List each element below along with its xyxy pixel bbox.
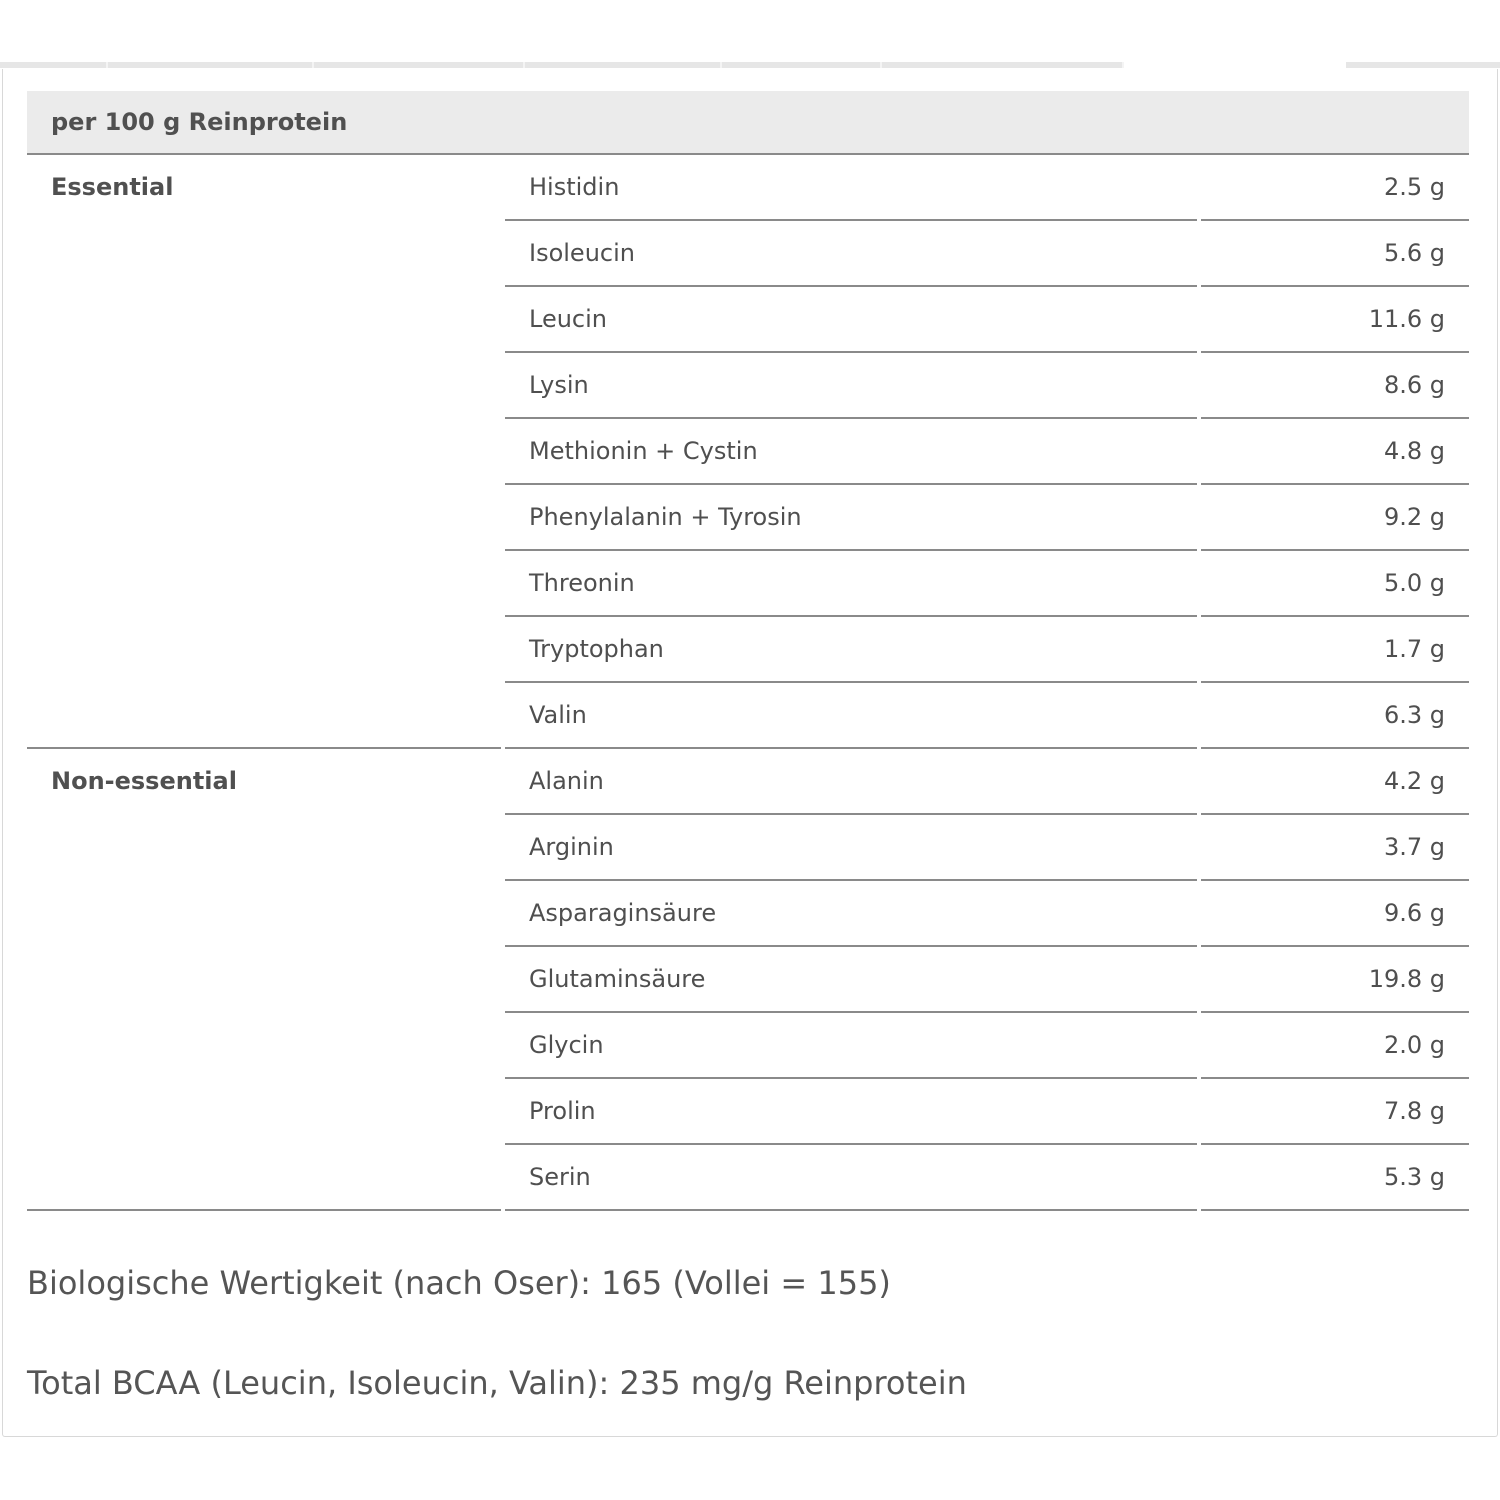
biological-value-note: Biologische Wertigkeit (nach Oser): 165 (Vollei = 155) (27, 1264, 891, 1302)
table-row (505, 1079, 1469, 1145)
amino-acid-name: Threonin (505, 551, 1197, 617)
table-row (505, 485, 1469, 551)
table-row (505, 221, 1469, 287)
tab[interactable] (108, 62, 314, 68)
amino-acid-name: Leucin (505, 287, 1197, 353)
amino-acid-value: 2.5 g (1201, 155, 1469, 221)
table-row (505, 947, 1469, 1013)
amino-acid-value: 9.6 g (1201, 881, 1469, 947)
amino-acid-name: Histidin (505, 155, 1197, 221)
group-rows (505, 749, 1469, 1211)
group-essential (27, 155, 1469, 749)
group-non-essential (27, 749, 1469, 1211)
amino-acid-value: 4.8 g (1201, 419, 1469, 485)
amino-acid-value: 5.6 g (1201, 221, 1469, 287)
table-header (27, 91, 1469, 155)
table-row (505, 815, 1469, 881)
tab[interactable] (0, 62, 108, 68)
table-row (505, 419, 1469, 485)
group-rows (505, 155, 1469, 749)
amino-acid-value: 2.0 g (1201, 1013, 1469, 1079)
amino-acid-value: 8.6 g (1201, 353, 1469, 419)
amino-acid-value: 11.6 g (1201, 287, 1469, 353)
amino-acid-name: Alanin (505, 749, 1197, 815)
table-row (505, 1145, 1469, 1211)
total-bcaa-note: Total BCAA (Leucin, Isoleucin, Valin): 235 mg/g Reinprotein (27, 1364, 967, 1402)
amino-acid-value: 5.0 g (1201, 551, 1469, 617)
amino-acid-name: Prolin (505, 1079, 1197, 1145)
amino-acid-name: Isoleucin (505, 221, 1197, 287)
tab[interactable] (1346, 62, 1500, 68)
amino-acid-table (27, 91, 1469, 1211)
tab[interactable] (722, 62, 882, 68)
table-row (505, 287, 1469, 353)
amino-acid-name: Tryptophan (505, 617, 1197, 683)
amino-acid-name: Methionin + Cystin (505, 419, 1197, 485)
table-row (505, 1013, 1469, 1079)
amino-acid-name: Serin (505, 1145, 1197, 1211)
amino-acid-name: Glutaminsäure (505, 947, 1197, 1013)
amino-acid-value: 1.7 g (1201, 617, 1469, 683)
amino-acid-name: Phenylalanin + Tyrosin (505, 485, 1197, 551)
table-row (505, 353, 1469, 419)
table-row (505, 749, 1469, 815)
amino-acid-name: Arginin (505, 815, 1197, 881)
amino-acid-name: Glycin (505, 1013, 1197, 1079)
amino-acid-value: 4.2 g (1201, 749, 1469, 815)
amino-acid-value: 7.8 g (1201, 1079, 1469, 1145)
group-label: Essential (27, 155, 501, 749)
table-row (505, 617, 1469, 683)
group-label: Non-essential (27, 749, 501, 1211)
table-row (505, 155, 1469, 221)
amino-acid-value: 5.3 g (1201, 1145, 1469, 1211)
amino-acid-value: 6.3 g (1201, 683, 1469, 749)
table-header-label: per 100 g Reinprotein (51, 108, 348, 136)
table-row (505, 551, 1469, 617)
amino-acid-value: 19.8 g (1201, 947, 1469, 1013)
amino-acid-name: Valin (505, 683, 1197, 749)
tab[interactable] (314, 62, 525, 68)
table-row (505, 683, 1469, 749)
table-row (505, 881, 1469, 947)
amino-acid-name: Lysin (505, 353, 1197, 419)
amino-acid-value: 3.7 g (1201, 815, 1469, 881)
tab[interactable] (882, 62, 1124, 68)
amino-acid-name: Asparaginsäure (505, 881, 1197, 947)
tab[interactable] (525, 62, 722, 68)
amino-acid-value: 9.2 g (1201, 485, 1469, 551)
